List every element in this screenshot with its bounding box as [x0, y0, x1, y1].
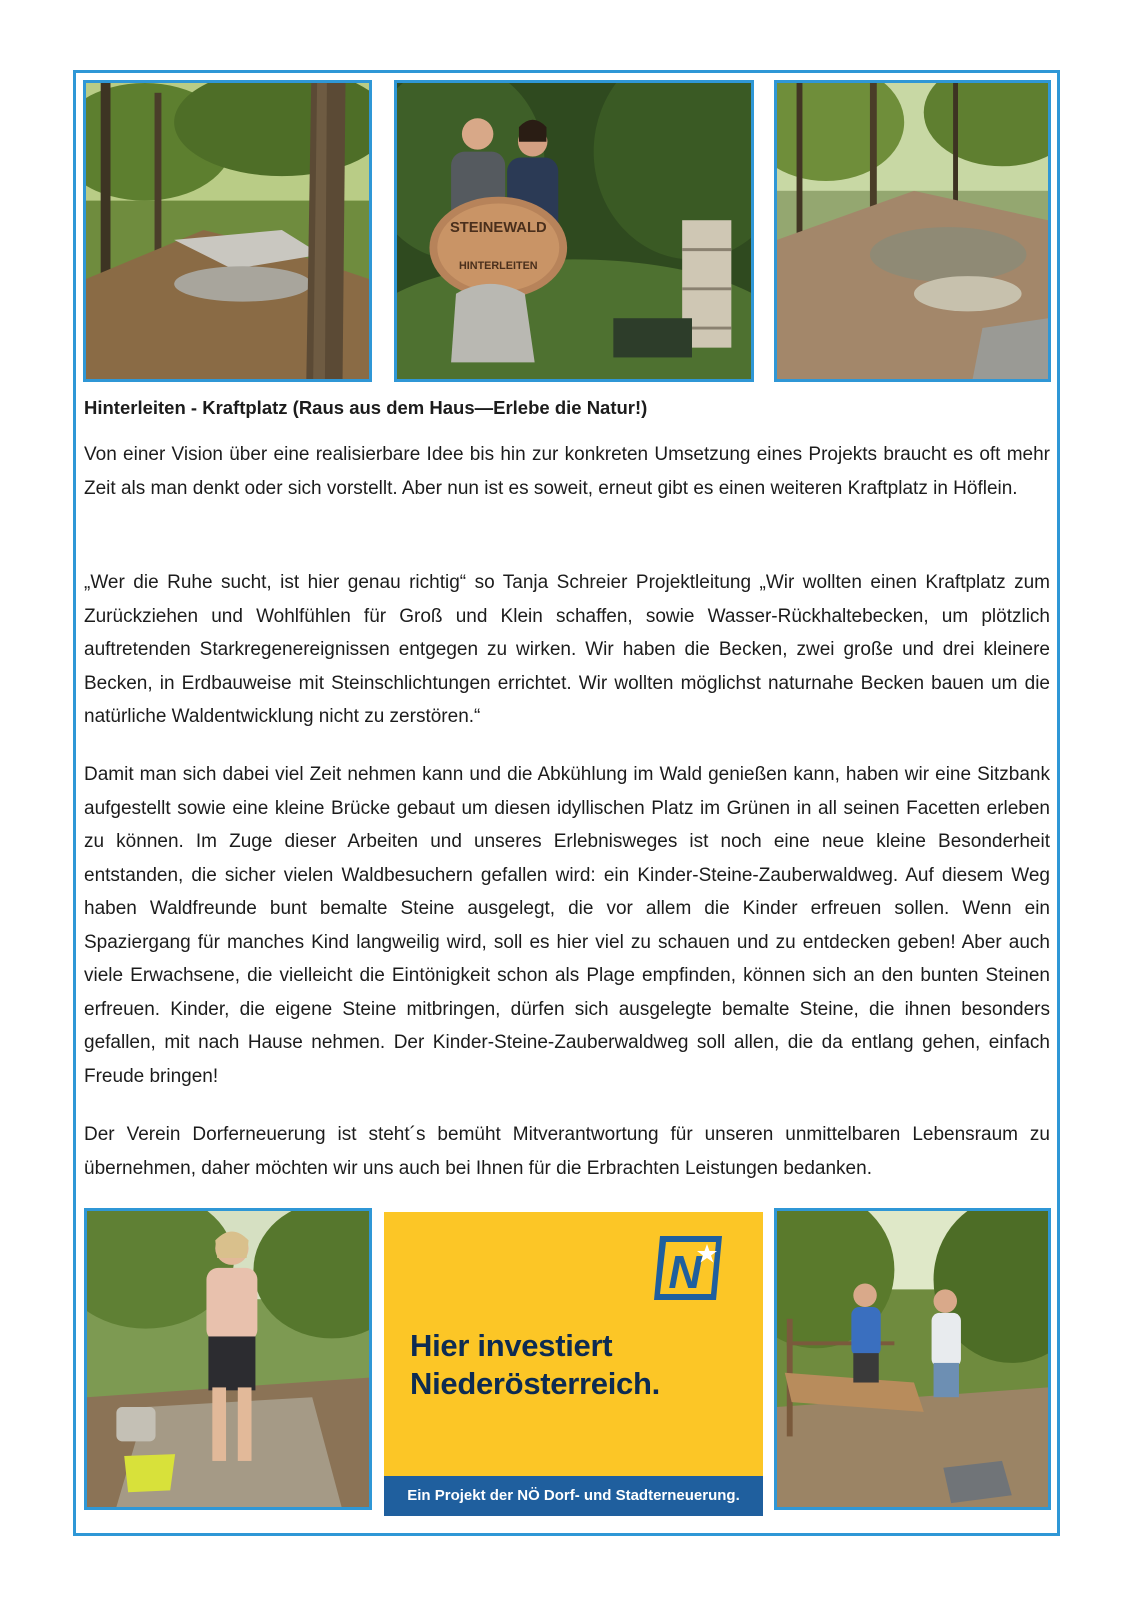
photo-forest-stone-basin	[83, 80, 372, 382]
emblem-letter: N	[668, 1246, 702, 1298]
paragraph-quote: „Wer die Ruhe sucht, ist hier genau richtig“ so Tanja Schreier Projektleitung „Wir wollten einen Kraftplatz zum Zurückziehen und Wohlfühlen für Groß und Klein schaffen, sowie Wasser-Rückhaltebecken, um plötzlich auftretenden Starkregenereignissen entgegen zu wirken. Wir haben die Becken, zwei große und drei kleinere Becken, in Erdbauweise mit Steinschlichtungen errichtet. Wir wollten möglichst naturnahe Becken bauen um die natürliche Waldentwicklung nicht zu zerstören.“	[84, 572, 1050, 727]
photo-woman-in-creek	[84, 1208, 372, 1510]
photo-men-on-bridge	[774, 1208, 1051, 1510]
logo-slogan-line-1: Hier investiert	[410, 1328, 613, 1363]
noe-emblem-icon	[652, 1234, 724, 1302]
sign-title: STEINEWALD	[449, 219, 547, 236]
sign-subtitle: HINTERLEITEN	[458, 260, 538, 273]
paragraph-details: Damit man sich dabei viel Zeit nehmen kann und die Abkühlung im Wald genießen kann, haben wir eine Sitzbank aufgestellt sowie eine kleine Brücke gebaut um diesen idyllischen Platz im Grünen in all seinen Facetten erleben zu können. Im Zuge dieser Arbeiten und unseres Erlebnisweges ist noch eine neue kleine Besonderheit entstanden, die sicher vielen Waldbesuchern gefallen wird: ein Kinder-Steine-Zauberwaldweg. Auf diesem Weg haben Waldfreunde bunt bemalte Steine ausgelegt, die vor allem die Kinder erfreuen sollen. Wenn ein Spaziergang für manches Kind langweilig wird, soll es hier viel zu schauen und zu entdecken geben! Aber auch viele Erwachsene, die vielleicht die Eintönigkeit schon als Plage empfinden, können sich an den bunten Steinen erfreuen. Kinder, die eigene Steine mitbringen, dürfen sich ausgelegte bemalte Steine, die ihnen besonders gefallen, mit nach Hause nehmen. Der Kinder-Steine-Zauberwaldweg soll allen, die da entlang gehen, einfach Freude bringen!	[84, 764, 1050, 1087]
paragraph-intro: Von einer Vision über eine realisierbare Idee bis hin zur konkreten Umsetzung eines Projekts braucht es oft mehr Zeit als man denkt oder sich vorstellt. Aber nun ist es soweit, erneut gibt es einen weiteren Kraftplatz in Höflein.	[84, 444, 1050, 499]
article-heading: Hinterleiten - Kraftplatz (Raus aus dem Haus—Erlebe die Natur!)	[84, 397, 648, 418]
paragraph-thanks: Der Verein Dorferneuerung ist steht´s bemüht Mitverantwortung für unseren unmittelbaren Lebensraum zu übernehmen, daher möchten wir uns auch bei Ihnen für die Erbrachten Leistungen bedanken.	[84, 1124, 1050, 1179]
logo-slogan-line-2: Niederösterreich.	[410, 1366, 660, 1401]
photo-couple-with-sign	[394, 80, 754, 382]
noe-funding-logo	[384, 1212, 763, 1516]
logo-footer-text: Ein Projekt der NÖ Dorf- und Stadterneuerung.	[384, 1476, 763, 1516]
photo-water-basin-clearing	[774, 80, 1051, 382]
